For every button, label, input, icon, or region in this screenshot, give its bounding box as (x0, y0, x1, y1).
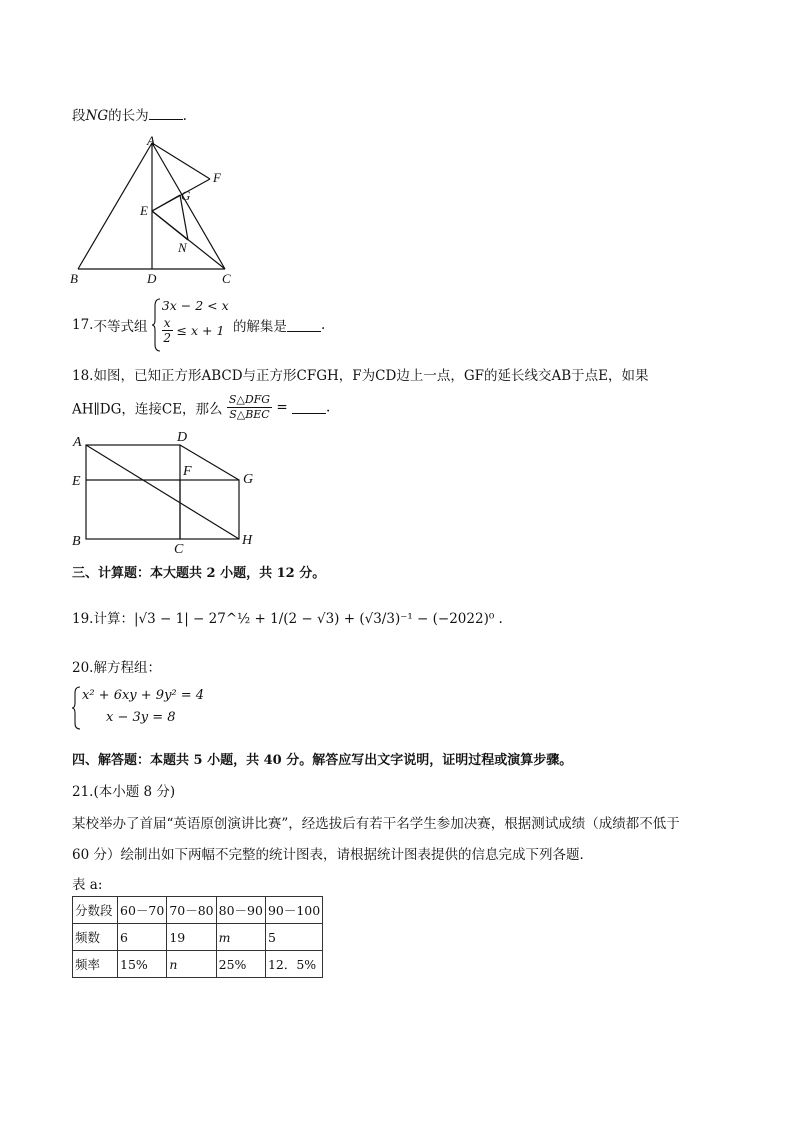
q18-square-abcd (86, 445, 180, 539)
q16-tail-prefix: 段 (72, 108, 86, 124)
q18-segment-ah (86, 445, 239, 539)
q17-number: 17. (72, 317, 94, 333)
q16-segment-ge (152, 195, 180, 211)
q18-label-b: B (72, 534, 81, 549)
q18-end: . (326, 399, 331, 416)
q18-ratio (227, 393, 272, 422)
q18-label-g: G (243, 472, 254, 487)
q18-label-f: F (183, 464, 192, 479)
q18-label-c: C (174, 542, 184, 557)
q21-title: 21.(本小题 8 分) (72, 784, 176, 800)
q16-tail-var: NG (85, 108, 109, 124)
q17-prefix: 不等式组 (93, 319, 148, 335)
table-header-cell: 60－70 (118, 897, 167, 924)
q16-triangle-figure (60, 128, 250, 288)
q16-segment-en (152, 211, 188, 240)
q18-label-h: H (242, 533, 253, 548)
q18-line-1: 18.如图，已知正方形ABCD与正方形CFGH，F为CD边上一点，GF的延长线交AB于点E，如果 (72, 368, 649, 384)
table-cell: 25% (216, 951, 265, 978)
q17-suffix: 的解集是 (232, 319, 287, 335)
table-row (73, 951, 323, 978)
table-cell: 6 (118, 924, 167, 951)
q17-ineq-1: 3x − 2 < x (161, 298, 229, 313)
table-header-cell: 80－90 (216, 897, 265, 924)
q18-label-d: D (177, 430, 188, 445)
q18-ratio-num: S△DFG (228, 393, 271, 406)
q20-eq-2: x − 3y = 8 (106, 710, 176, 725)
q17-frac (162, 316, 173, 345)
q18-label-a: A (73, 435, 82, 450)
q17-ineq-2: ≤ x + 1 (176, 323, 225, 338)
q17-frac-den: 2 (163, 331, 171, 345)
q16-label-c: C (222, 271, 231, 286)
q16-tail-line (72, 104, 187, 124)
q16-tail-suffix: 的长为 (108, 108, 149, 124)
q16-label-b: B (70, 271, 78, 286)
table-header-cell: 90－100 (265, 897, 322, 924)
q18-squares-figure (66, 430, 266, 558)
q20-brace-icon (72, 686, 81, 730)
q19-expression: 19.计算：|√3 − 1| − 27^½ + 1/(2 − √3) + (√3/3)⁻¹ − (−2022)⁰ . (72, 611, 503, 627)
section-4-heading: 四、解答题：本题共 5 小题，共 40 分。解答应写出文字说明，证明过程或演算步骤。 (72, 753, 573, 768)
section-3-heading: 三、计算题：本大题共 2 小题，共 12 分。 (72, 566, 326, 581)
q18-line-2-prefix: AH∥DG，连接CE，那么 (72, 401, 223, 418)
q20-eq-1: x² + 6xy + 9y² = 4 (82, 688, 205, 703)
table-cell: 5 (265, 924, 322, 951)
table-cell: 频率 (73, 951, 118, 978)
table-row (73, 924, 323, 951)
table-cell: 19 (167, 924, 216, 951)
table-cell: m (216, 924, 265, 951)
q18-square-cfgh (180, 480, 239, 539)
q16-segment-af (152, 143, 210, 179)
q17-frac-num: x (163, 316, 171, 330)
q16-answer-blank[interactable] (149, 107, 183, 120)
table-cell: 15% (118, 951, 167, 978)
table-cell: 12．5% (265, 951, 322, 978)
q18-equals: = (276, 399, 288, 416)
q16-tail-end: . (182, 108, 187, 124)
q18-answer-blank[interactable] (292, 401, 326, 414)
q16-label-a: A (147, 133, 155, 148)
table-cell: 频数 (73, 924, 118, 951)
q16-label-g: G (181, 188, 191, 203)
q16-label-f: F (213, 170, 221, 185)
q17-answer-blank[interactable] (287, 319, 321, 332)
q16-label-d: D (147, 271, 157, 286)
q17-inequality-system (152, 298, 229, 352)
q16-edge-ac (152, 143, 225, 269)
q18-label-e: E (72, 474, 81, 489)
table-header-row (73, 897, 323, 924)
q16-label-n: N (178, 240, 187, 255)
q18-ratio-den: S△BEC (229, 408, 270, 421)
q17-line (72, 298, 325, 354)
q21-paragraph-2: 60 分）绘制出如下两幅不完整的统计图表，请根据统计图表提供的信息完成下列各题． (72, 847, 593, 863)
q20-title: 20.解方程组： (72, 660, 161, 676)
q17-end: . (320, 317, 326, 333)
q18-line-2 (72, 393, 330, 429)
table-cell: n (167, 951, 216, 978)
q21-frequency-table (72, 896, 323, 978)
table-header-cell: 70－80 (167, 897, 216, 924)
q21-paragraph-1: 某校举办了首届“英语原创演讲比赛”，经选拔后有若干名学生参加决赛，根据测试成绩（成绩都不低于 (72, 816, 680, 832)
q17-brace-icon (152, 298, 161, 352)
table-header-cell: 分数段 (73, 897, 118, 924)
q16-label-e: E (140, 203, 148, 218)
q21-table-label: 表 a: (72, 877, 103, 893)
